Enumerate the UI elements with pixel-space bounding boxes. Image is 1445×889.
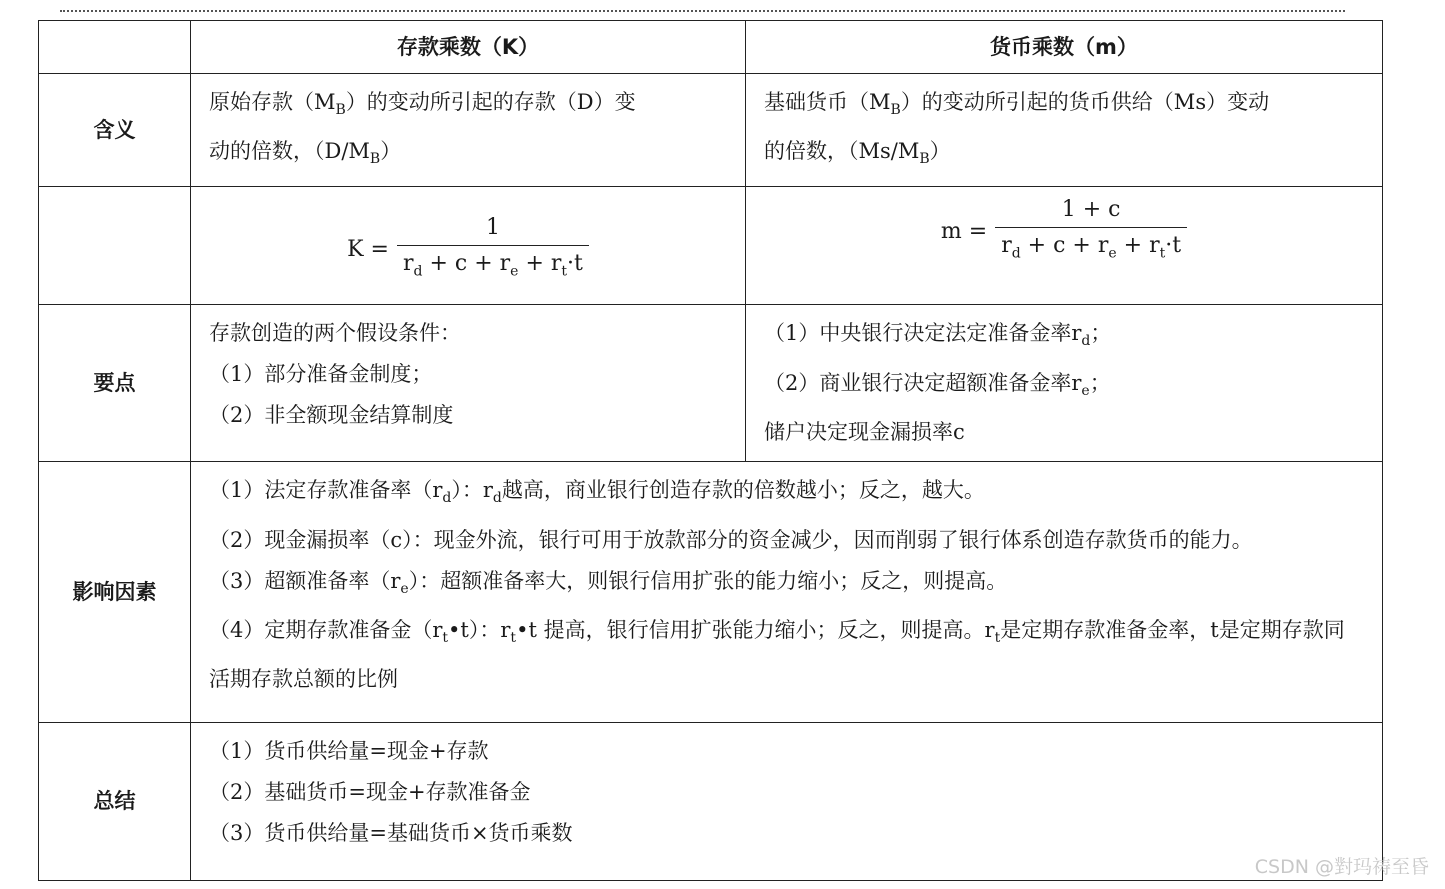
meaning-money-cell	[746, 74, 1383, 187]
csdn-watermark: CSDN @對玛祷至昏	[1254, 856, 1429, 878]
meaning-k-line-2: 动的倍数，$(D/M_B)$	[209, 139, 402, 168]
formula-m-denominator: $r_d + c + r_e + r_t\cdot t$	[995, 227, 1187, 269]
formula-m-numerator: 1 + c	[1061, 196, 1121, 222]
summary-row	[39, 723, 1383, 881]
formula-k-fraction	[397, 213, 589, 287]
key-point-m-line: 储户决定现金漏损率c	[764, 419, 965, 444]
row-label-factors: 影响因素	[39, 462, 191, 723]
meaning-m-line-2: 的倍数，$(Ms/M_B)$	[764, 139, 951, 168]
formula-m-fraction	[995, 195, 1187, 269]
key-point-m-line: （2）商业银行决定超额准备金率$r_e$；	[764, 370, 1111, 399]
row-label-key-points: 要点	[39, 305, 191, 462]
formula-k-numerator: 1	[485, 214, 500, 240]
key-point-k-line: （1）部分准备金制度；	[209, 362, 433, 387]
formula-k-cell	[191, 187, 746, 305]
meaning-row	[39, 74, 1383, 187]
factor-item: （4）定期存款准备金$(r_t•t)$：$r_t•t$ 提高，银行信用扩张能力缩小；反之，则提高。$r_t$是定期存款准备金率，t是定期存款同活期存款总额的比例	[209, 617, 1345, 691]
formula-k-lhs: K =	[347, 237, 389, 263]
key-point-k-line: 存款创造的两个假设条件：	[209, 321, 461, 346]
row-label-meaning: 含义	[39, 74, 191, 187]
formula-m-lhs: m =	[940, 219, 988, 245]
formula-k-denominator: $r_d + c + r_e + r_t\cdot t$	[397, 245, 589, 287]
corner-cell	[39, 21, 191, 74]
factor-item: （3）超额准备率$(r_e)$：超额准备率大，则银行信用扩张的能力缩小；反之，则提高。	[209, 568, 1008, 597]
meaning-k-line-1: 原始存款$(M_B)$的变动所引起的存款（D）变	[209, 90, 636, 119]
summary-item: （2）基础货币=现金+存款准备金	[209, 780, 531, 805]
top-dotted-rule	[60, 10, 1345, 12]
key-points-row	[39, 305, 1383, 462]
formula-m	[941, 195, 1187, 269]
factors-row	[39, 462, 1383, 723]
key-point-k-line: （2）非全额现金结算制度	[209, 403, 454, 428]
multiplier-comparison-table	[38, 20, 1383, 881]
column-header-deposit-multiplier: 存款乘数（K）	[191, 21, 746, 74]
factor-item: （2）现金漏损率（c）：现金外流，银行可用于放款部分的资金减少，因而削弱了银行体系创造存款货币的能力。	[209, 527, 1253, 552]
row-label-summary: 总结	[39, 723, 191, 881]
formula-row	[39, 187, 1383, 305]
meaning-m-line-1: 基础货币$(M_B)$的变动所引起的货币供给（Ms）变动	[764, 90, 1270, 119]
summary-cell	[191, 723, 1383, 881]
factors-cell	[191, 462, 1383, 723]
row-label-formula	[39, 187, 191, 305]
key-points-money-cell	[746, 305, 1383, 462]
formula-k	[347, 213, 589, 287]
factor-item: （1）法定存款准备率$(r_d)$：$r_d$越高，商业银行创造存款的倍数越小；反之，越大。	[209, 478, 985, 507]
key-point-m-line: （1）中央银行决定法定准备金率$r_d$；	[764, 321, 1112, 350]
key-points-deposit-cell	[191, 305, 746, 462]
summary-item: （3）货币供给量=基础货币×货币乘数	[209, 821, 573, 846]
header-row	[39, 21, 1383, 74]
column-header-money-multiplier: 货币乘数（m）	[746, 21, 1383, 74]
meaning-deposit-cell	[191, 74, 746, 187]
summary-item: （1）货币供给量=现金+存款	[209, 739, 489, 764]
formula-m-cell	[746, 187, 1383, 305]
